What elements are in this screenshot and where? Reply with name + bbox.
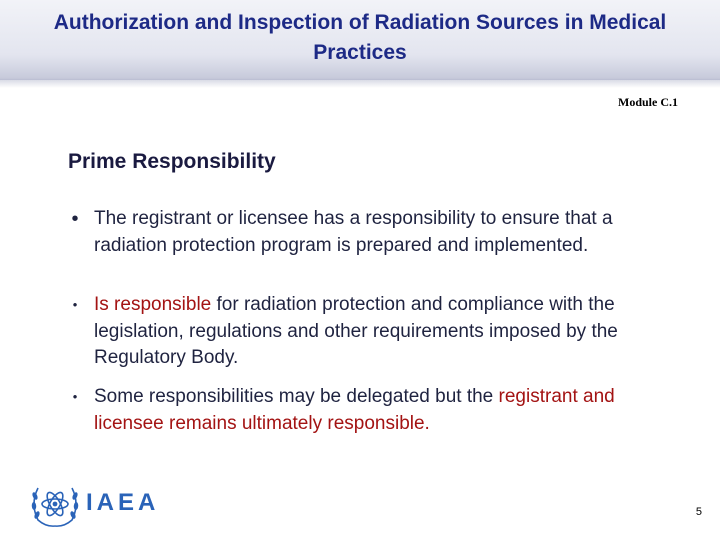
bullet-text-lead: Some responsibilities may be delegated but the [94, 386, 499, 407]
bullet-text [94, 384, 676, 437]
bullet-marker: • [71, 208, 79, 230]
section-heading: Prime Responsibility [68, 150, 276, 173]
highlight-text: Is responsible [94, 294, 212, 315]
module-label: Module C.1 [618, 95, 678, 109]
bullet-item [56, 384, 676, 437]
bullet-marker: • [72, 389, 78, 404]
bullet-text [94, 292, 676, 372]
slide-title: Authorization and Inspection of Radiation Sources in Medical Practices [53, 11, 667, 64]
bullet-text: The registrant or licensee has a responsibility to ensure that a radiation protection program is prepared and implemented. [94, 208, 613, 256]
un-laurel-atom-icon [28, 480, 82, 530]
bullet-marker: • [72, 297, 78, 312]
highlight-text: registrant and licensee remains ultimately responsible. [94, 386, 615, 434]
iaea-logo-text: IAEA [86, 489, 160, 516]
bullet-item [56, 292, 676, 372]
bullet-text-rest: for radiation protection and compliance with the legislation, regulations and other requirements imposed by the Regulatory Body. [94, 294, 618, 368]
page-number: 5 [695, 506, 702, 518]
bullet-item [56, 206, 676, 259]
header-shadow [0, 80, 720, 88]
